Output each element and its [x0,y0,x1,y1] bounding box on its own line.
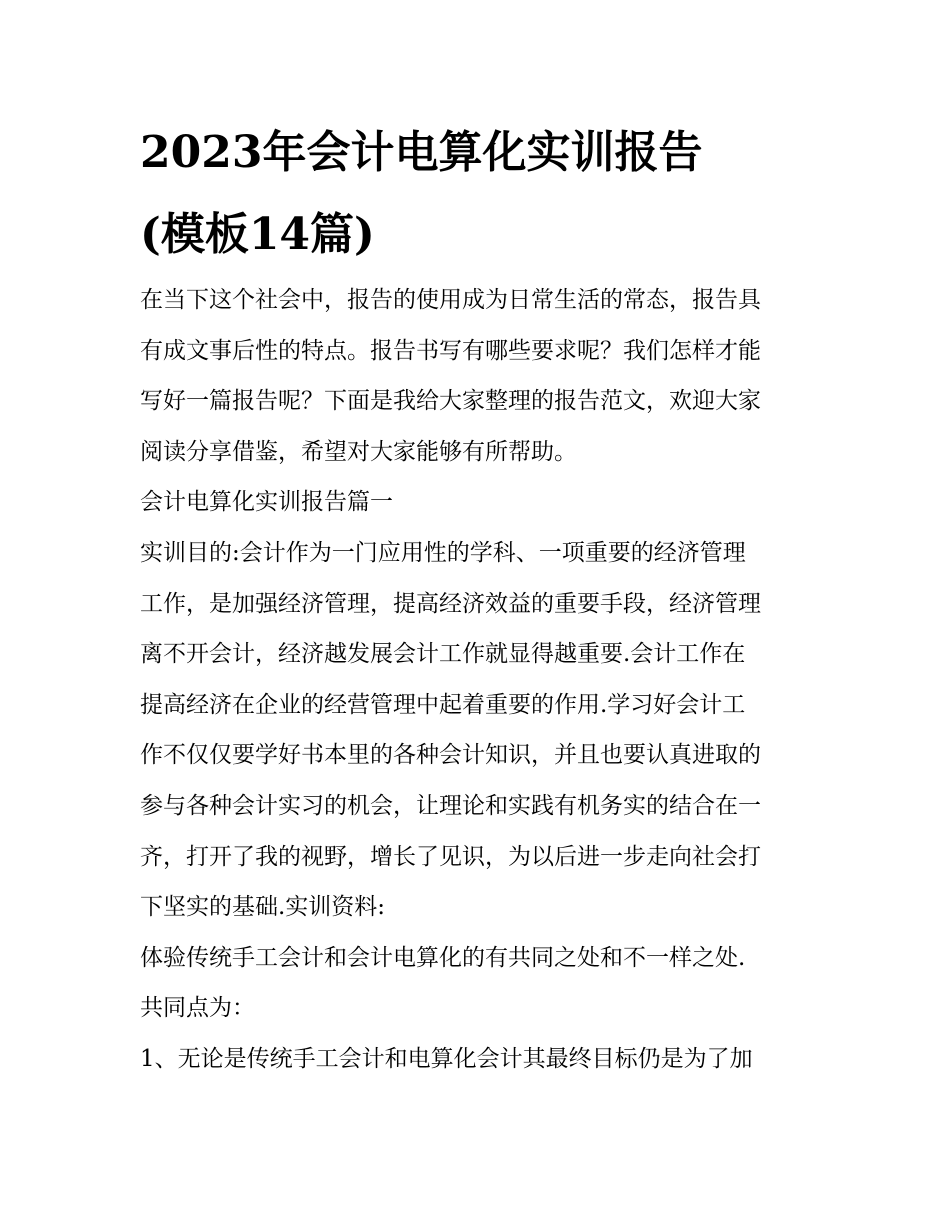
title-line: 2023年会计电算化实训报告 [140,127,703,178]
body-line: 体验传统手工会计和会计电算化的有共同之处和不一样之处. [140,944,746,971]
document-title [140,112,840,276]
body-line: 离不开会计，经济越发展会计工作就显得越重要.会计工作在 [140,641,746,668]
body-line: 工作，是加强经济管理，提高经济效益的重要手段，经济管理 [140,590,761,617]
body-line: 在当下这个社会中，报告的使用成为日常生活的常态，报告具 [140,287,761,313]
body-line: 有成文事后性的特点。报告书写有哪些要求呢？我们怎样才能 [140,337,761,364]
body-line: 共同点为： [140,995,255,1022]
body-line: 阅读分享借鉴，希望对大家能够有所帮助。 [140,438,577,465]
body-line: 作不仅仅要学好书本里的各种会计知识，并且也要认真进取的 [140,742,761,769]
section-heading: 会计电算化实训报告篇一 [140,489,393,516]
document-body [140,275,820,1085]
body-line: 齐，打开了我的视野，增长了见识，为以后进一步走向社会打 [140,843,761,870]
body-line: 提高经济在企业的经营管理中起着重要的作用.学习好会计工 [140,691,746,718]
body-line: 下坚实的基础.实训资料: [140,894,386,921]
list-item: 1、无论是传统手工会计和电算化会计其最终目标仍是为了加 [140,1045,753,1072]
body-line: 实训目的:会计作为一门应用性的学科、一项重要的经济管理 [140,539,746,566]
title-line: (模板14篇) [140,209,375,260]
body-line: 写好一篇报告呢？下面是我给大家整理的报告范文，欢迎大家 [140,388,761,415]
body-line: 参与各种会计实习的机会，让理论和实践有机务实的结合在一 [140,792,761,819]
